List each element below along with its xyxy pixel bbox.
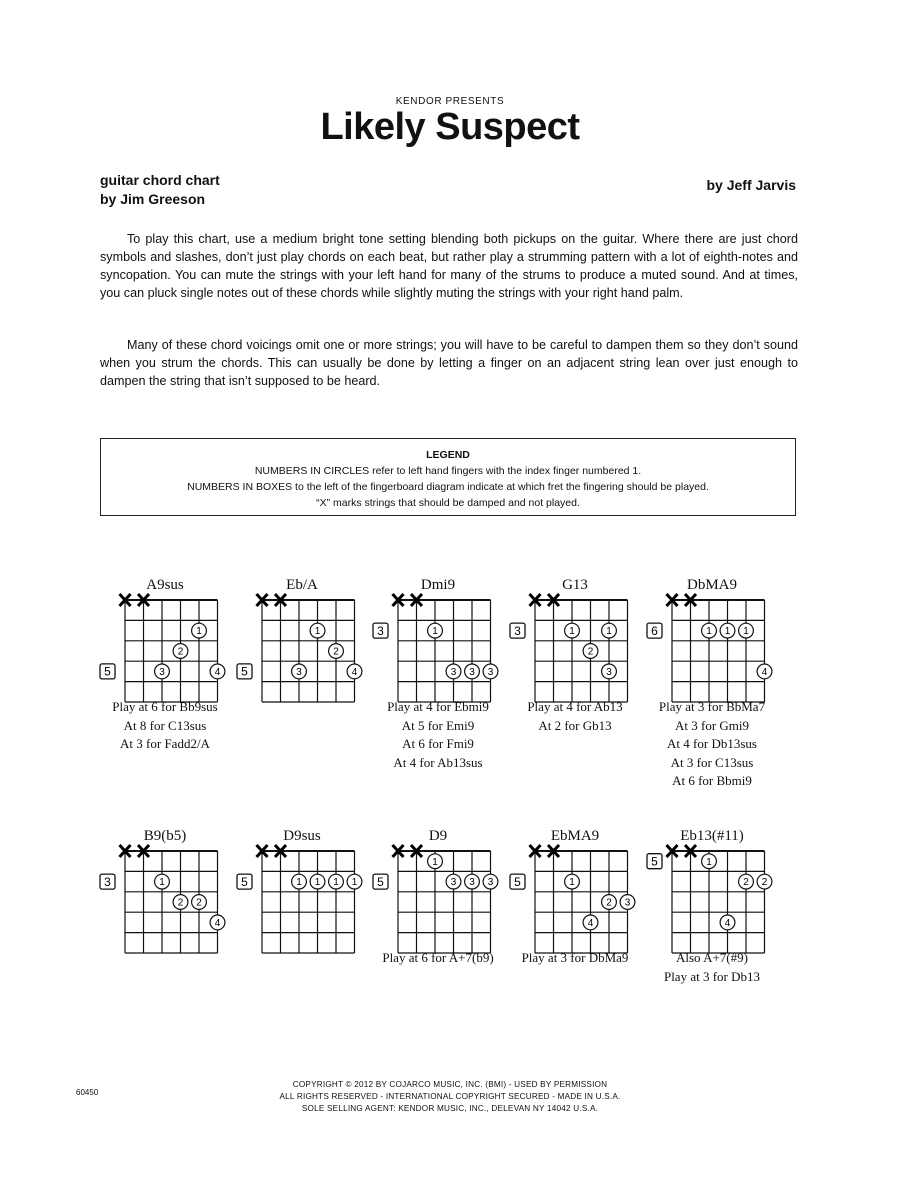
finger-marker	[720, 915, 735, 930]
finger-number: 4	[351, 667, 358, 678]
copyright-line-1: COPYRIGHT © 2012 BY COJARCO MUSIC, INC. (BMI) - USED BY PERMISSION	[292, 1080, 608, 1089]
fret-number: 3	[377, 623, 384, 638]
finger-marker	[446, 874, 461, 889]
fret-position-box	[647, 854, 662, 869]
fretboard-diagram	[85, 577, 245, 712]
finger-marker	[602, 895, 617, 910]
fret-number: 3	[514, 623, 521, 638]
chord-diagram	[495, 828, 655, 1048]
alternate-position-line: Play at 3 for DbMa9	[521, 950, 629, 965]
fretboard-diagram	[495, 577, 655, 712]
finger-marker	[173, 895, 188, 910]
legend-line-3: “X” marks strings that should be damped and not played.	[316, 497, 580, 509]
fret-position-box	[510, 623, 525, 638]
finger-marker	[173, 644, 188, 659]
finger-number: 1	[314, 877, 321, 889]
finger-marker	[446, 664, 461, 679]
subtitle-line-1: guitar chord chart	[100, 172, 220, 188]
finger-marker	[565, 874, 580, 889]
fret-number: 5	[241, 664, 248, 679]
fret-position-box	[373, 874, 388, 889]
alternate-position-line: At 3 for Fadd2/A	[120, 736, 210, 751]
chord-name: D9	[428, 828, 448, 844]
finger-marker	[155, 664, 170, 679]
finger-number: 1	[724, 626, 731, 638]
finger-number: 1	[296, 877, 302, 889]
finger-marker	[757, 874, 772, 889]
fret-number: 3	[104, 874, 111, 889]
copyright-line-2: ALL RIGHTS RESERVED - INTERNATIONAL COPYRIGHT SECURED - MADE IN U.S.A.	[279, 1092, 621, 1101]
finger-number: 3	[487, 667, 494, 678]
composer-credit: by Jeff Jarvis	[706, 177, 796, 193]
finger-number: 4	[761, 667, 768, 678]
finger-marker	[155, 874, 170, 889]
finger-marker	[428, 854, 443, 869]
legend-heading: LEGEND	[426, 449, 470, 461]
fretboard-diagram	[358, 577, 518, 712]
finger-marker	[702, 623, 717, 638]
legend-line-2: NUMBERS IN BOXES to the left of the fingerboard diagram indicate at which fret the fingering should be played.	[187, 481, 709, 493]
chord-name: G13	[562, 577, 588, 593]
finger-number: 4	[724, 918, 731, 929]
fretboard-diagram	[495, 828, 655, 963]
finger-number: 2	[177, 897, 184, 909]
alternate-positions	[632, 949, 792, 986]
chord-diagram	[495, 577, 655, 797]
alternate-position-line: Play at 3 for Db13	[663, 968, 761, 984]
fret-number: 5	[377, 874, 384, 889]
legend-line-1: NUMBERS IN CIRCLES refer to left hand fingers with the index finger numbered 1.	[254, 465, 642, 477]
fret-position-box	[237, 874, 252, 889]
alternate-position-line: At 4 for Db13sus	[667, 736, 757, 751]
alternate-position-line: At 3 for C13sus	[670, 754, 754, 770]
chord-diagram	[358, 828, 518, 1048]
finger-marker	[602, 623, 617, 638]
finger-marker	[192, 623, 207, 638]
alternate-position-line: At 4 for Ab13sus	[393, 754, 483, 770]
chord-diagram	[358, 577, 518, 797]
finger-number: 4	[214, 918, 221, 929]
finger-number: 2	[587, 646, 594, 658]
fret-position-box	[237, 664, 252, 679]
fretboard-diagram	[85, 828, 245, 963]
finger-marker	[292, 874, 307, 889]
finger-marker	[310, 874, 325, 889]
finger-number: 1	[432, 626, 438, 638]
alternate-positions	[632, 698, 792, 791]
alternate-positions	[85, 698, 245, 754]
finger-number: 3	[624, 897, 631, 909]
copyright-line-3: SOLE SELLING AGENT: KENDOR MUSIC, INC., DELEVAN NY 14042 U.S.A.	[301, 1104, 599, 1113]
fret-position-box	[100, 874, 115, 889]
finger-number: 4	[587, 918, 594, 929]
finger-number: 1	[351, 877, 358, 889]
alternate-positions	[358, 698, 518, 772]
legend-box	[100, 438, 796, 516]
fretboard-diagram	[632, 828, 792, 963]
alternate-position-line: Play at 6 for A+7(b9)	[382, 950, 494, 965]
finger-number: 2	[333, 646, 339, 658]
finger-number: 2	[606, 897, 612, 909]
alternate-position-line: At 8 for C13sus	[123, 717, 207, 733]
alternate-positions	[495, 949, 655, 968]
chord-name: Eb/A	[286, 577, 318, 593]
finger-marker	[465, 664, 480, 679]
copyright-notice	[0, 1079, 900, 1115]
fret-number: 5	[514, 874, 521, 889]
finger-marker	[583, 915, 598, 930]
finger-marker	[757, 664, 772, 679]
finger-marker	[602, 664, 617, 679]
finger-marker	[465, 874, 480, 889]
alternate-position-line: At 2 for Gb13	[538, 717, 612, 733]
alternate-position-line: At 5 for Emi9	[401, 717, 475, 733]
alternate-positions	[495, 698, 655, 735]
finger-number: 3	[469, 667, 475, 678]
chord-diagram	[85, 828, 245, 1048]
fret-number: 6	[651, 623, 658, 638]
finger-number: 1	[314, 626, 321, 638]
finger-number: 3	[469, 877, 475, 889]
finger-number: 1	[333, 877, 339, 889]
finger-number: 2	[761, 877, 768, 889]
finger-number: 1	[606, 626, 612, 638]
finger-marker	[565, 623, 580, 638]
chord-name: Eb13(#11)	[680, 828, 744, 844]
finger-number: 1	[159, 877, 165, 889]
fretboard-diagram	[632, 577, 792, 712]
finger-number: 3	[450, 877, 457, 889]
finger-marker	[292, 664, 307, 679]
chord-name: Dmi9	[420, 577, 456, 593]
chord-name: D9sus	[283, 828, 321, 844]
finger-number: 1	[706, 626, 712, 638]
alternate-position-line: Play at 6 for Bb9sus	[112, 699, 218, 714]
finger-marker	[583, 644, 598, 659]
alternate-position-line: At 6 for Bbmi9	[672, 773, 752, 788]
finger-number: 2	[196, 897, 202, 909]
finger-marker	[192, 895, 207, 910]
finger-marker	[329, 644, 344, 659]
fret-position-box	[373, 623, 388, 638]
finger-marker	[310, 623, 325, 638]
instructions-paragraph-2: Many of these chord voicings omit one or more strings; you will have to be careful to dampen them so they don’t sound when you strum the chords. This can usually be done by letting a finger on an adjacent string lean over just enough to dampen the string that isn’t supposed to be heard.	[100, 338, 798, 388]
fret-position-box	[510, 874, 525, 889]
finger-marker	[720, 623, 735, 638]
finger-number: 1	[432, 856, 438, 868]
chord-name: EbMA9	[550, 828, 600, 844]
finger-marker	[428, 623, 443, 638]
fret-number: 5	[651, 854, 658, 869]
finger-number: 3	[606, 667, 612, 678]
chord-name: DbMA9	[686, 577, 737, 593]
finger-number: 2	[177, 646, 184, 658]
finger-marker	[702, 854, 717, 869]
finger-number: 1	[196, 626, 202, 638]
catalog-number: 60450	[76, 1088, 99, 1097]
finger-number: 1	[569, 877, 575, 889]
chord-diagram	[85, 577, 245, 797]
finger-number: 1	[569, 626, 575, 638]
finger-number: 3	[296, 667, 302, 678]
fret-position-box	[100, 664, 115, 679]
alternate-position-line: Play at 4 for Ebmi9	[387, 699, 489, 714]
fret-number: 5	[104, 664, 111, 679]
publisher-presents: KENDOR PRESENTS	[395, 96, 505, 107]
finger-marker	[739, 874, 754, 889]
fret-number: 5	[241, 874, 248, 889]
finger-marker	[329, 874, 344, 889]
alternate-position-line: At 3 for Gmi9	[674, 717, 750, 733]
subtitle-block	[100, 171, 220, 209]
fretboard-diagram	[358, 828, 518, 963]
finger-number: 1	[743, 626, 749, 638]
alternate-position-line: At 6 for Fmi9	[402, 736, 474, 751]
instructions-paragraph-1: To play this chart, use a medium bright tone setting blending both pickups on the guitar. Where there are just chord symbols and slashes, don’t just play chords on each beat, but rather play a strumming pattern with a lot of eighth-notes and syncopation. You can mute the strings with your left hand for many of the strums to produce a muted sound. And at times, you can pluck single notes out of these chords while slightly muting the strings with your right hand palm.	[100, 232, 798, 300]
finger-number: 3	[487, 877, 494, 889]
alternate-position-line: Also A+7(#9)	[676, 950, 748, 965]
page-title: Likely Suspect	[320, 106, 580, 148]
finger-number: 1	[706, 856, 712, 868]
alternate-position-line: Play at 3 for BbMa7	[658, 699, 766, 714]
finger-marker	[739, 623, 754, 638]
chord-diagram	[632, 577, 792, 797]
chord-name: B9(b5)	[143, 828, 187, 844]
fret-position-box	[647, 623, 662, 638]
chord-name: A9sus	[146, 577, 184, 593]
alternate-position-line: Play at 4 for Ab13	[527, 699, 623, 714]
finger-number: 3	[450, 667, 457, 678]
finger-number: 4	[214, 667, 221, 678]
finger-number: 2	[743, 877, 749, 889]
subtitle-line-2: by Jim Greeson	[100, 191, 206, 207]
alternate-positions	[358, 949, 518, 968]
chord-diagram	[632, 828, 792, 1048]
finger-number: 3	[159, 667, 165, 678]
